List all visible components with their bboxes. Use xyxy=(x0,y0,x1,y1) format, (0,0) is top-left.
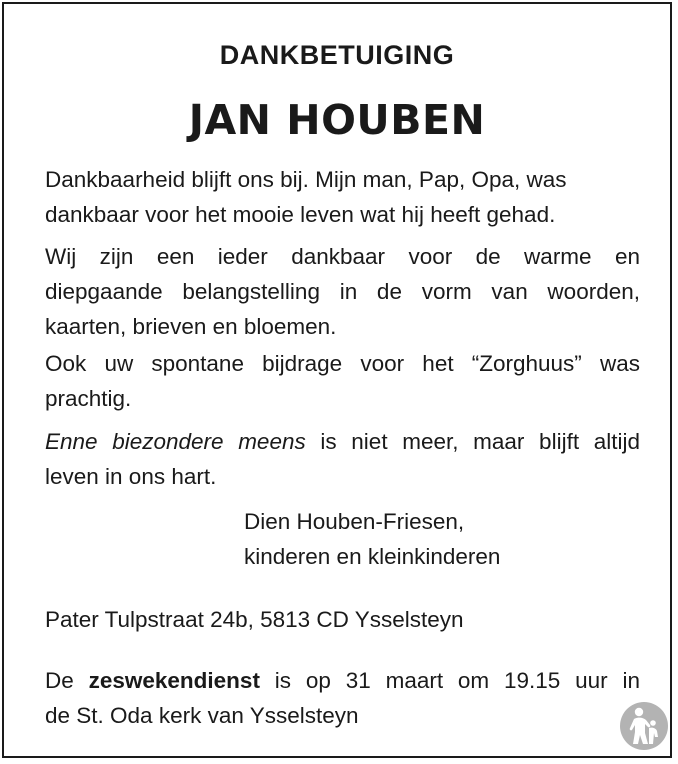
paragraph-remembrance-line-1 xyxy=(45,424,640,459)
signature-block xyxy=(244,504,644,574)
address: Pater Tulpstraat 24b, 5813 CD Ysselsteyn xyxy=(45,607,464,632)
paragraph-gratitude-line-1: Dankbaarheid blijft ons bij. Mijn man, Pap, Opa, was xyxy=(45,167,567,192)
remembrance-line-1-rest: is niet meer, maar blijft altijd xyxy=(305,429,641,454)
paragraph-remembrance-line-2: leven in ons hart. xyxy=(45,464,217,489)
obituary-card xyxy=(2,2,672,758)
paragraph-thanks-line-2: diepgaande belangstelling in de vorm van woorden, xyxy=(45,279,640,304)
service-announcement xyxy=(45,663,640,733)
remembrance-italic-phrase: Enne biezondere meens xyxy=(45,429,306,454)
service-line-1-rest: is op 31 maart om 19.15 uur in xyxy=(259,668,641,693)
service-bold-word: zeswekendienst xyxy=(88,668,260,693)
paragraph-contribution xyxy=(45,346,640,416)
service-line-2: de St. Oda kerk van Ysselsteyn xyxy=(45,703,359,728)
service-line-1 xyxy=(45,663,640,698)
mourning-figure-icon xyxy=(618,700,670,752)
paragraph-gratitude-line-2: dankbaar voor het mooie leven wat hij heeft gehad. xyxy=(45,202,556,227)
paragraph-thanks-line-3: kaarten, brieven en bloemen. xyxy=(45,314,337,339)
paragraph-thanks xyxy=(45,239,640,344)
signature-line-1: Dien Houben-Friesen, xyxy=(244,509,465,534)
paragraph-contribution-line-2: prachtig. xyxy=(45,386,132,411)
paragraph-contribution-line-1: Ook uw spontane bijdrage voor het “Zorghuus” was xyxy=(45,351,640,376)
deceased-name: JAN HOUBEN xyxy=(188,96,486,144)
service-prefix: De xyxy=(45,668,89,693)
signature-line-2: kinderen en kleinkinderen xyxy=(244,544,501,569)
paragraph-gratitude xyxy=(45,162,640,232)
notice-title: DANKBETUIGING xyxy=(219,40,455,70)
paragraph-thanks-line-1: Wij zijn een ieder dankbaar voor de warme en xyxy=(45,244,640,269)
paragraph-remembrance xyxy=(45,424,640,494)
